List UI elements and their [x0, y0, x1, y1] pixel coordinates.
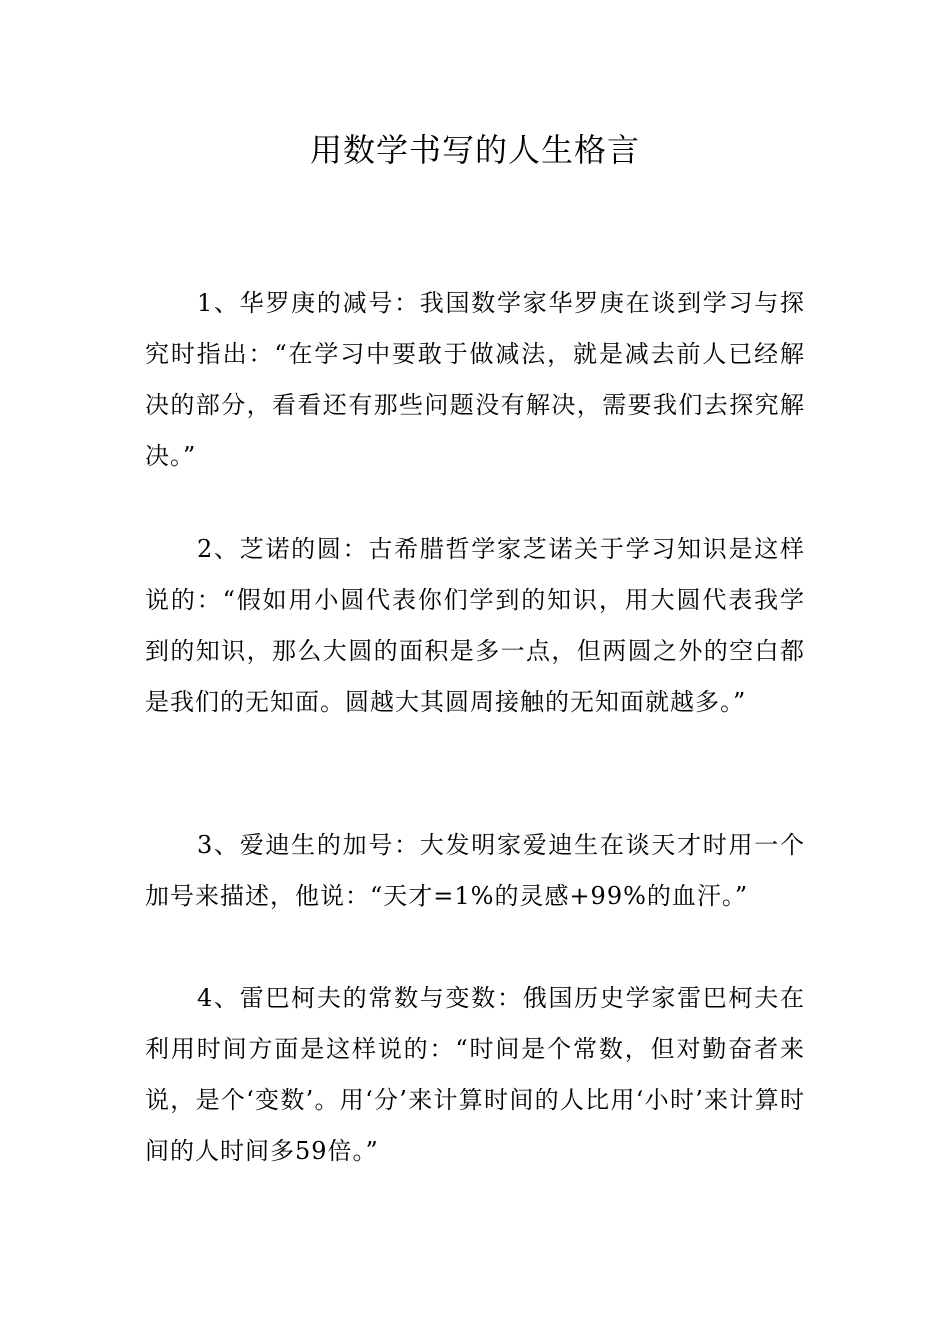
paragraph-rybakov-constant-variable: 4、雷巴柯夫的常数与变数：俄国历史学家雷巴柯夫在利用时间方面是这样说的：“时间是个常数，但对勤奋者来说，是个‘变数’。用‘分’来计算时间的人比用‘小时’来计算时间的人时间多59倍。”: [145, 984, 805, 1165]
paragraph-zeno-circle: 2、芝诺的圆：古希腊哲学家芝诺关于学习知识是这样说的：“假如用小圆代表你们学到的知识，用大圆代表我学到的知识，那么大圆的面积是多一点，但两圆之外的空白都是我们的无知面。圆越大其圆周接触的无知面就越多。”: [145, 535, 805, 716]
paragraph-hua-luogeng-minus: 1、华罗庚的减号：我国数学家华罗庚在谈到学习与探究时指出：“在学习中要敢于做减法，就是减去前人已经解决的部分，看看还有那些问题没有解决，需要我们去探究解决。”: [145, 289, 805, 470]
paragraph-edison-plus: 3、爱迪生的加号：大发明家爱迪生在谈天才时用一个加号来描述，他说：“天才=1%的灵感+99%的血汗。”: [145, 831, 805, 910]
document-title: 用数学书写的人生格言: [309, 131, 640, 169]
